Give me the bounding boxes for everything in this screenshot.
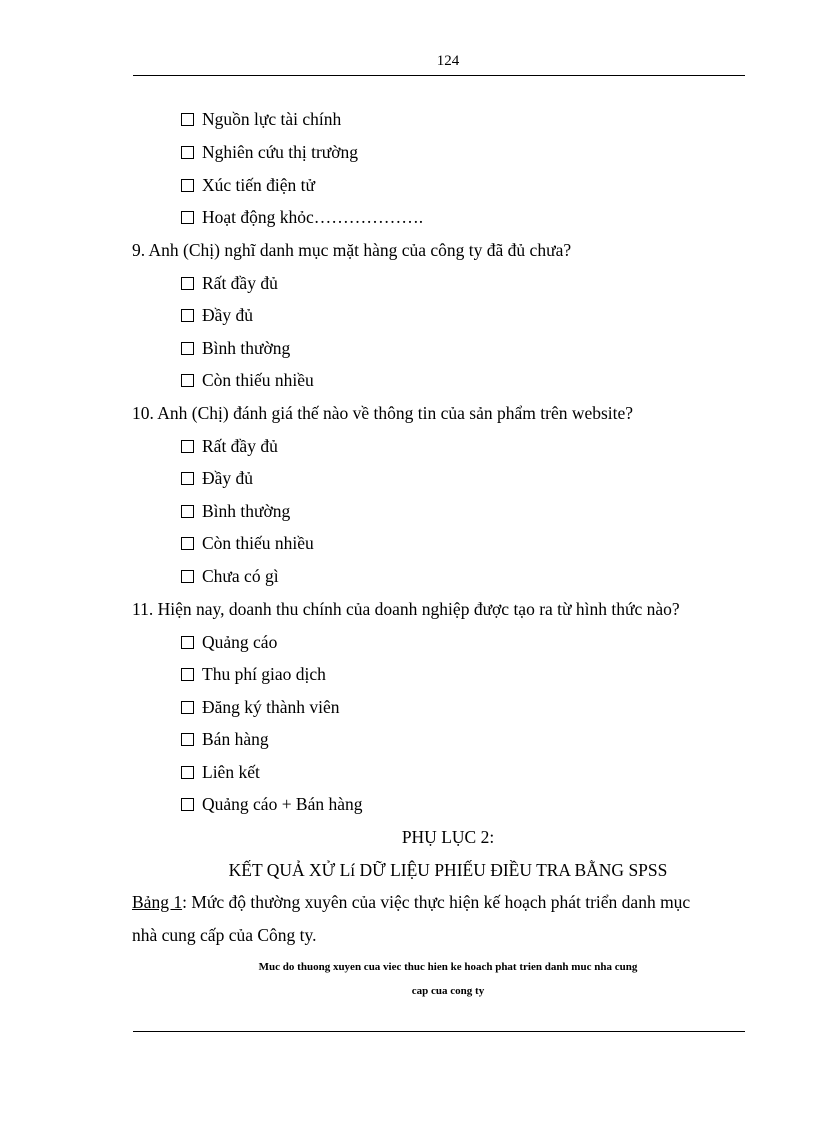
table-label: Bảng 1 xyxy=(132,892,183,912)
q11-option: Liên kết xyxy=(181,764,260,782)
q10-option: Bình thường xyxy=(181,503,290,521)
q9-option: Bình thường xyxy=(181,340,290,358)
question-11: 11. Hiện nay, doanh thu chính của doanh nghiệp được tạo ra từ hình thức nào? xyxy=(132,599,680,619)
checkbox-icon[interactable] xyxy=(181,668,194,681)
checkbox-icon[interactable] xyxy=(181,570,194,583)
checkbox-icon[interactable] xyxy=(181,277,194,290)
q10-option: Chưa có gì xyxy=(181,568,279,586)
q8-option: Hoạt động khỏc………………. xyxy=(181,209,423,227)
checkbox-icon[interactable] xyxy=(181,440,194,453)
q8-option: Xúc tiến điện tử xyxy=(181,177,315,195)
checkbox-icon[interactable] xyxy=(181,113,194,126)
footer-rule xyxy=(133,1031,745,1032)
table-caption-cont: nhà cung cấp của Công ty. xyxy=(132,925,317,945)
table-caption: Bảng 1: Mức độ thường xuyên của việc thực hiện kế hoạch phát triển danh mục xyxy=(132,892,691,912)
q9-option: Còn thiếu nhiều xyxy=(181,372,314,390)
checkbox-icon[interactable] xyxy=(181,505,194,518)
checkbox-icon[interactable] xyxy=(181,211,194,224)
question-9: 9. Anh (Chị) nghĩ danh mục mặt hàng của công ty đã đủ chưa? xyxy=(132,240,572,260)
q11-option: Đăng ký thành viên xyxy=(181,699,340,717)
question-10: 10. Anh (Chị) đánh giá thế nào về thông tin của sản phẩm trên website? xyxy=(132,403,634,423)
q11-option: Quảng cáo xyxy=(181,634,277,652)
checkbox-icon[interactable] xyxy=(181,537,194,550)
q9-option: Rất đầy đủ xyxy=(181,275,278,293)
checkbox-icon[interactable] xyxy=(181,733,194,746)
q8-option: Nghiên cứu thị trường xyxy=(181,144,358,162)
checkbox-icon[interactable] xyxy=(181,309,194,322)
checkbox-icon[interactable] xyxy=(181,798,194,811)
checkbox-icon[interactable] xyxy=(181,374,194,387)
checkbox-icon[interactable] xyxy=(181,179,194,192)
spss-table-title: Muc do thuong xuyen cua viec thuc hien ke hoach phat trien danh muc nha cung xyxy=(258,961,638,973)
q10-option: Còn thiếu nhiều xyxy=(181,535,314,553)
checkbox-icon[interactable] xyxy=(181,701,194,714)
q10-option: Rất đầy đủ xyxy=(181,438,278,456)
q11-option: Quảng cáo + Bán hàng xyxy=(181,796,363,814)
q11-option: Thu phí giao dịch xyxy=(181,666,326,684)
page-number: 124 xyxy=(436,53,460,69)
q9-option: Đầy đủ xyxy=(181,307,253,325)
appendix-subtitle: KẾT QUẢ XỬ Lí DỮ LIỆU PHIẾU ĐIỀU TRA BẰNG SPSS xyxy=(228,860,668,880)
checkbox-icon[interactable] xyxy=(181,472,194,485)
appendix-title: PHỤ LỤC 2: xyxy=(401,827,495,847)
checkbox-icon[interactable] xyxy=(181,636,194,649)
spss-table-title-cont: cap cua cong ty xyxy=(411,985,485,997)
checkbox-icon[interactable] xyxy=(181,146,194,159)
checkbox-icon[interactable] xyxy=(181,342,194,355)
checkbox-icon[interactable] xyxy=(181,766,194,779)
q8-option: Nguồn lực tài chính xyxy=(181,111,341,129)
q11-option: Bán hàng xyxy=(181,731,269,749)
q10-option: Đầy đủ xyxy=(181,470,253,488)
header-rule xyxy=(133,75,745,76)
